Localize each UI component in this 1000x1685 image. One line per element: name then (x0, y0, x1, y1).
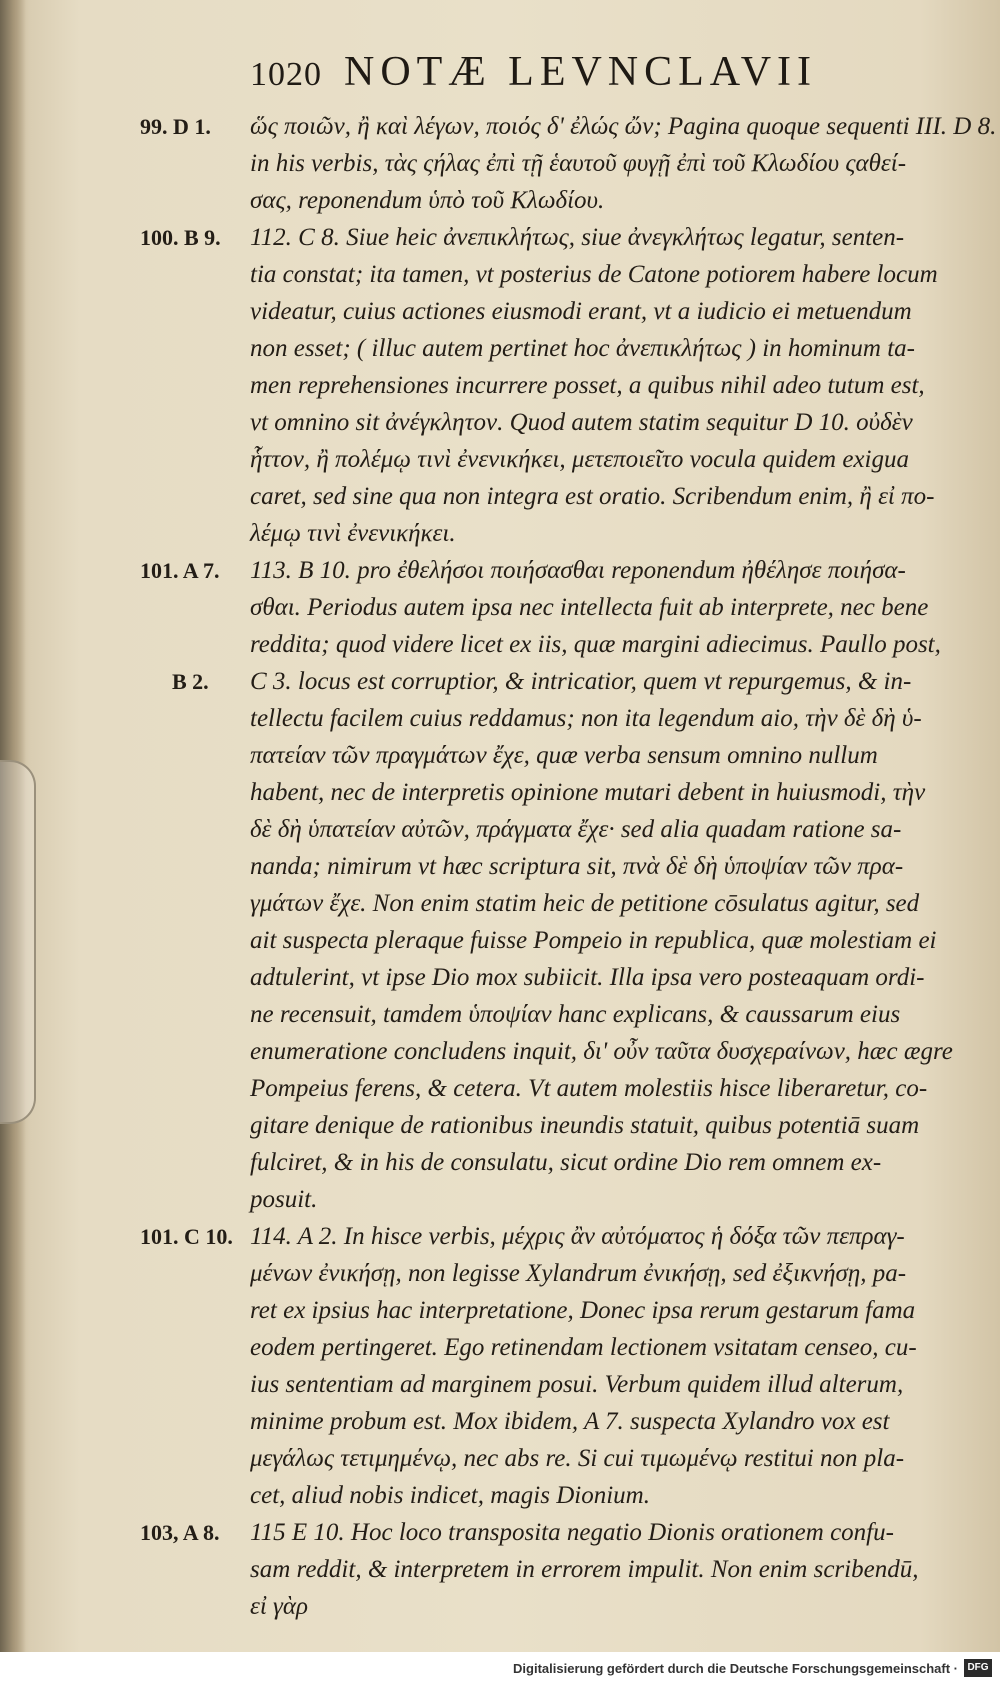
text-line: tellectu facilem cuius reddamus; non ita legendum aio, τὴν δὲ δὴ ὑ- (250, 705, 922, 732)
page-clip (0, 760, 36, 1124)
note-entry (140, 663, 970, 1218)
note-entry (140, 219, 970, 552)
text-line: μένων ἐνικήσῃ, non legisse Xylandrum ἐνικήσῃ, sed ἐξικνήσῃ, pa- (250, 1260, 907, 1287)
text-line: ἧττον, ἢ πολέμῳ τινὶ ἐνενικήκει, μετεποιεῖτο vocula quidem exigua (250, 446, 909, 473)
text-line: ius sententiam ad marginem posui. Verbum quidem illud alterum, (250, 1371, 904, 1398)
note-entry (140, 1218, 970, 1514)
text-line: ὥς ποιῶν, ἢ καὶ λέγων, ποιός δ' ἐλώς ὤν; Pagina quoque sequenti III. D 8. (250, 113, 997, 140)
text-line: videatur, cuius actiones eiusmodi erant, vt a iudicio ei metuendum (250, 298, 912, 325)
text-line: δὲ δὴ ὑπατείαν αὐτῶν, πράγματα ἔχε· sed alia quadam ratione sa- (250, 816, 902, 843)
text-line: enumeratione concludens inquit, δι' οὖν ταῦτα δυσχεραίνων, hæc ægre (250, 1038, 953, 1065)
note-body (250, 108, 996, 219)
text-line: ait suspecta pleraque fuisse Pompeio in republica, quæ molestiam ei (250, 927, 937, 954)
note-body (250, 219, 970, 552)
note-body (250, 1514, 970, 1625)
text-line: in his verbis, τὰς ςήλας ἐπὶ τῇ ἑαυτοῦ φυγῇ ἐπὶ τοῦ Κλωδίου ςαθεί- (250, 150, 907, 177)
page-title: NOTÆ LEVNCLAVII (344, 49, 818, 95)
text-line: posuit. (250, 1186, 318, 1213)
note-text-block (140, 108, 997, 1625)
text-line: gitare denique de rationibus ineundis statuit, quibus potentiā suam (250, 1112, 920, 1139)
text-line: minime probum est. Mox ibidem, A 7. suspecta Xylandro vox est (250, 1408, 890, 1435)
text-line: 113. B 10. pro ἐθελήσοι ποιήσασθαι reponendum ἠθέλησε ποιήσα- (250, 557, 906, 584)
footer-bar (0, 1652, 1000, 1685)
text-line: cet, aliud nobis indicet, magis Dionium. (250, 1482, 650, 1509)
text-line: σας, reponendum ὑπὸ τοῦ Κλωδίου. (250, 187, 605, 214)
page-number: 1020 (250, 56, 322, 93)
note-entry (140, 108, 997, 219)
text-line: sam reddit, & interpretem in errorem impulit. Non enim scribendū, (250, 1556, 919, 1583)
note-body (250, 1218, 970, 1514)
text-line: 112. C 8. Siue heic ἀνεπικλήτως, siue ἀνεγκλήτως legatur, senten- (250, 224, 905, 251)
text-line: μεγάλως τετιμημένῳ, nec abs re. Si cui τιμωμένῳ restitui non pla- (250, 1445, 905, 1472)
text-line: eodem pertingeret. Ego retinendam lectionem vsitatam censeo, cu- (250, 1334, 917, 1361)
text-line: adtulerint, vt ipse Dio mox subiicit. Illa ipsa vero posteaquam ordi- (250, 964, 925, 991)
text-line: εἰ γὰρ (250, 1593, 309, 1620)
text-line: habent, nec de interpretis opinione mutari debent in huiusmodi, τὴν (250, 779, 926, 806)
text-line: σθαι. Periodus autem ipsa nec intellecta fuit ab interprete, nec bene (250, 594, 929, 621)
text-line: πατείαν τῶν πραγμάτων ἔχε, quæ verba sensum omnino nullum (250, 742, 878, 769)
running-head (250, 48, 890, 108)
note-body (250, 552, 970, 663)
margin-reference: 103, A 8. (140, 1520, 220, 1545)
margin-reference: 99. D 1. (140, 114, 211, 139)
text-line: nanda; nimirum vt hæc scriptura sit, πνὰ δὲ δὴ ὑποψίαν τῶν πρα- (250, 853, 904, 880)
text-line: caret, sed sine qua non integra est oratio. Scribendum enim, ἢ εἰ πο- (250, 483, 935, 510)
margin-reference: 100. B 9. (140, 225, 221, 250)
text-line: fulciret, & in his de consulatu, sicut ordine Dio rem omnem ex- (250, 1149, 882, 1176)
text-line: Pompeius ferens, & cetera. Vt autem molestiis hisce liberaretur, co- (250, 1075, 928, 1102)
margin-reference: B 2. (172, 669, 209, 694)
margin-reference: 101. C 10. (140, 1224, 233, 1249)
text-line: vt omnino sit ἀνέγκλητον. Quod autem statim sequitur D 10. οὐδὲν (250, 409, 913, 436)
text-line: 114. A 2. In hisce verbis, μέχρις ἂν αὐτόματος ἡ δόξα τῶν πεπραγ- (250, 1223, 905, 1250)
note-entry (140, 552, 970, 663)
text-line: λέμῳ τινὶ ἐνενικήκει. (250, 520, 456, 547)
footer-credit: Digitalisierung gefördert durch die Deutsche Forschungsgemeinschaft · (513, 1661, 958, 1676)
margin-reference: 101. A 7. (140, 558, 220, 583)
text-line: 115 E 10. Hoc loco transposita negatio Dionis orationem confu- (250, 1519, 894, 1546)
text-line: men reprehensiones incurrere posset, a quibus nihil adeo tutum est, (250, 372, 925, 399)
note-entry (140, 1514, 970, 1625)
note-body (250, 663, 970, 1218)
text-line: reddita; quod videre licet ex iis, quæ margini adiecimus. Paullo post, (250, 631, 941, 658)
text-line: tia constat; ita tamen, vt posterius de Catone potiorem habere locum (250, 261, 938, 288)
text-line: C 3. locus est corruptior, & intricatior, quem vt repurgemus, & in- (250, 668, 912, 695)
dfg-logo: DFG (964, 1659, 992, 1677)
text-line: non esset; ( illuc autem pertinet hoc ἀνεπικλήτως ) in hominum ta- (250, 335, 915, 362)
text-line: ne recensuit, tamdem ὑποψίαν hanc explicans, & caussarum eius (250, 1001, 901, 1028)
text-line: γμάτων ἔχε. Non enim statim heic de petitione cōsulatus agitur, sed (250, 890, 920, 917)
text-line: ret ex ipsius hac interpretatione, Donec ipsa rerum gestarum fama (250, 1297, 916, 1324)
